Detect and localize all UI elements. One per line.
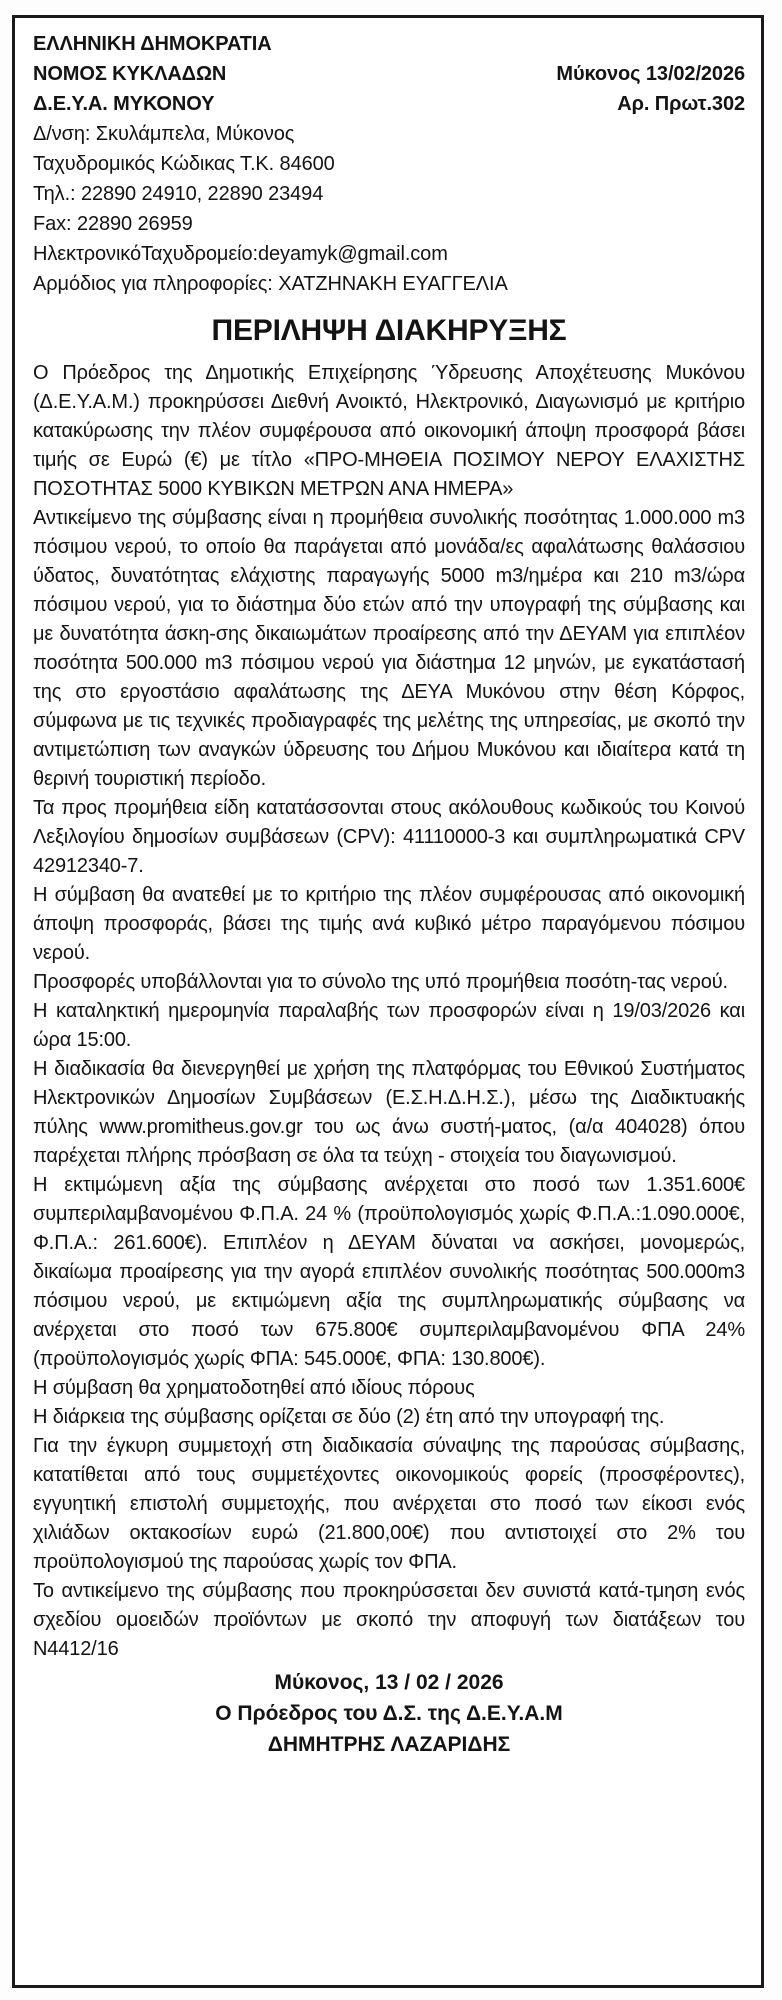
- paragraph-contract-object: Αντικείμενο της σύμβασης είναι η προμήθεια συνολικής ποσότητας 1.000.000 m3 πόσιμου νερού, το οποίο θα παράγεται από μονάδα/ες αφαλάτωσης θαλάσσιου ύδατος, δυνατότητας ελάχιστης παραγωγής 5000 m3/ημέρα και 210 m3/ώρα πόσιμου νερού, για το διάστημα δύο ετών από την υπογραφή της σύμβασης και με δυνατότητα άσκη-σης δικαιωμάτων προαίρεσης από την ΔΕΥΑΜ για επιπλέον ποσότητα 500.000 m3 πόσιμου νερού για διάστημα 12 μηνών, με εγκατάστασή της στο εργοστάσιο αφαλάτωσης της ΔΕΥΑ Μυκόνου στην θέση Κόρφος, σύμφωνα με τις τεχνικές προδιαγραφές της μελέτης της υπηρεσίας, με σκοπό την αντιμετώπιση των αναγκών ύδρευσης του Δήμου Μυκόνου και ιδιαίτερα κατά τη θερινή τουριστική περίοδο.: [33, 507, 745, 790]
- header-protocol-number: Αρ. Πρωτ.302: [617, 93, 745, 115]
- header-email: ΗλεκτρονικόΤαχυδρομείο:deyamyk@gmail.com: [33, 243, 448, 265]
- paragraph-funding: Η σύμβαση θα χρηματοδοτηθεί από ιδίους πόρους: [33, 1377, 475, 1399]
- document-page: [12, 15, 764, 1988]
- paragraph-no-splitting-clause: Το αντικείμενο της σύμβασης που προκηρύσσεται δεν συνιστά κατά-τμηση ενός σχεδίου ομοειδών προϊόντων με σκοπό την αποφυγή των διατάξεων του Ν4412/16: [33, 1580, 745, 1660]
- header-fax: Fax: 22890 26959: [33, 213, 193, 235]
- document-body: [33, 359, 745, 1664]
- paragraph-award-criterion: Η σύμβαση θα ανατεθεί με το κριτήριο της πλέον συμφέρουσας από οικονομική άποψη προσφοράς, βάσει της τιμής ανά κυβικό μέτρο παραγόμενου πόσιμου νερού.: [33, 884, 745, 964]
- footer-signatory-name: ΔΗΜΗΤΡΗΣ ΛΑΖΑΡΙΔΗΣ: [267, 1733, 511, 1756]
- document-title: ΠΕΡΙΛΗΨΗ ΔΙΑΚΗΡΥΞΗΣ: [211, 314, 567, 347]
- footer-signatory-title: Ο Πρόεδρος του Δ.Σ. της Δ.Ε.Υ.Α.Μ: [215, 1702, 563, 1725]
- paragraph-contract-duration: Η διάρκεια της σύμβασης ορίζεται σε δύο (2) έτη από την υπογραφή της.: [33, 1406, 665, 1428]
- header-postal-code: Ταχυδρομικός Κώδικας Τ.Κ. 84600: [33, 153, 335, 175]
- paragraph-estimated-value: Η εκτιμώμενη αξία της σύμβασης ανέρχεται στο ποσό των 1.351.600€ συμπεριλαμβανομένου Φ.Π.Α. 24 % (προϋπολογισμός χωρίς Φ.Π.Α.:1.090.000€, Φ.Π.Α.: 261.600€). Επιπλέον η ΔΕΥΑΜ δύναται να ασκήσει, μονομερώς, δικαίωμα προαίρεσης για την αγορά επιπλέον συνολικής ποσότητας 500.000m3 πόσιμου νερού, με εκτιμώμενη αξία της συμπληρωματικής σύμβασης να ανέρχεται στο ποσό των 675.800€ συμπεριλαμβανομένου ΦΠΑ 24% (προϋπολογισμός χωρίς ΦΠΑ: 545.000€, ΦΠΑ: 130.800€).: [33, 1174, 745, 1370]
- header-organization: Δ.Ε.Υ.Α. ΜΥΚΟΝΟΥ: [33, 93, 215, 115]
- paragraph-participation-guarantee: Για την έγκυρη συμμετοχή στη διαδικασία σύναψης της παρούσας σύμβασης, κατατίθεται από τους συμμετέχοντες οικονομικούς φορείς (προσφέροντες), εγγυητική επιστολή συμμετοχής, που ανέρχεται στο ποσό των είκοσι ενός χιλιάδων οκτακοσίων ευρώ (21.800,00€) που αντιστοιχεί στο 2% του προϋπολογισμού της παρούσας χωρίς τον ΦΠΑ.: [33, 1435, 745, 1573]
- letterhead: [33, 29, 745, 299]
- paragraph-cpv-codes: Τα προς προμήθεια είδη κατατάσσονται στους ακόλουθους κωδικούς του Κοινού Λεξιλογίου δημοσίων συμβάσεων (CPV): 41110000-3 και συμπληρωματικά CPV 42912340-7.: [33, 797, 745, 877]
- paragraph-tender-announcement: Ο Πρόεδρος της Δημοτικής Επιχείρησης Ύδρευσης Αποχέτευσης Μυκόνου (Δ.Ε.Υ.Α.Μ.) προκηρύσσει Διεθνή Ανοικτό, Ηλεκτρονικό, Διαγωνισμό με κριτήριο κατακύρωσης την πλέον συμφέρουσα από οικονομική άποψη προσφορά βάσει τιμής σε Ευρώ (€) με τίτλο «ΠΡΟ-ΜΗΘΕΙΑ ΠΟΣΙΜΟΥ ΝΕΡΟΥ ΕΛΑΧΙΣΤΗΣ ΠΟΣΟΤΗΤΑΣ 5000 ΚΥΒΙΚΩΝ ΜΕΤΡΩΝ ΑΝΑ ΗΜΕΡΑ»: [33, 362, 745, 500]
- header-phone: Τηλ.: 22890 24910, 22890 23494: [33, 183, 324, 205]
- header-address: Δ/νση: Σκυλάμπελα, Μύκονος: [33, 123, 295, 145]
- signature-block: [33, 1667, 745, 1760]
- paragraph-submission-deadline: Η καταληκτική ημερομηνία παραλαβής των προσφορών είναι η 19/03/2026 και ώρα 15:00.: [33, 1000, 745, 1051]
- header-contact-person: Αρμόδιος για πληροφορίες: ΧΑΤΖΗΝΑΚΗ ΕΥΑΓΓΕΛΙΑ: [33, 273, 508, 295]
- header-prefecture: ΝΟΜΟΣ ΚΥΚΛΑΔΩΝ: [33, 63, 227, 85]
- header-place-date: Μύκονος 13/02/2026: [556, 63, 745, 85]
- footer-place-date: Μύκονος, 13 / 02 / 2026: [274, 1671, 504, 1694]
- paragraph-eprocurement-platform: Η διαδικασία θα διενεργηθεί με χρήση της πλατφόρμας του Εθνικού Συστήματος Ηλεκτρονικών Δημοσίων Συμβάσεων (Ε.Σ.Η.Δ.Η.Σ.), μέσω της Διαδικτυακής πύλης www.promitheus.gov.gr του ως άνω συστή-ματος, (α/α 404028) όπου παρέχεται πλήρης πρόσβαση σε όλα τα τεύχη - στοιχεία του διαγωνισμού.: [33, 1058, 745, 1167]
- header-country: ΕΛΛΗΝΙΚΗ ΔΗΜΟΚΡΑΤΙΑ: [33, 33, 272, 55]
- paragraph-offers-scope: Προσφορές υποβάλλονται για το σύνολο της υπό προμήθεια ποσότη-τας νερού.: [33, 971, 728, 993]
